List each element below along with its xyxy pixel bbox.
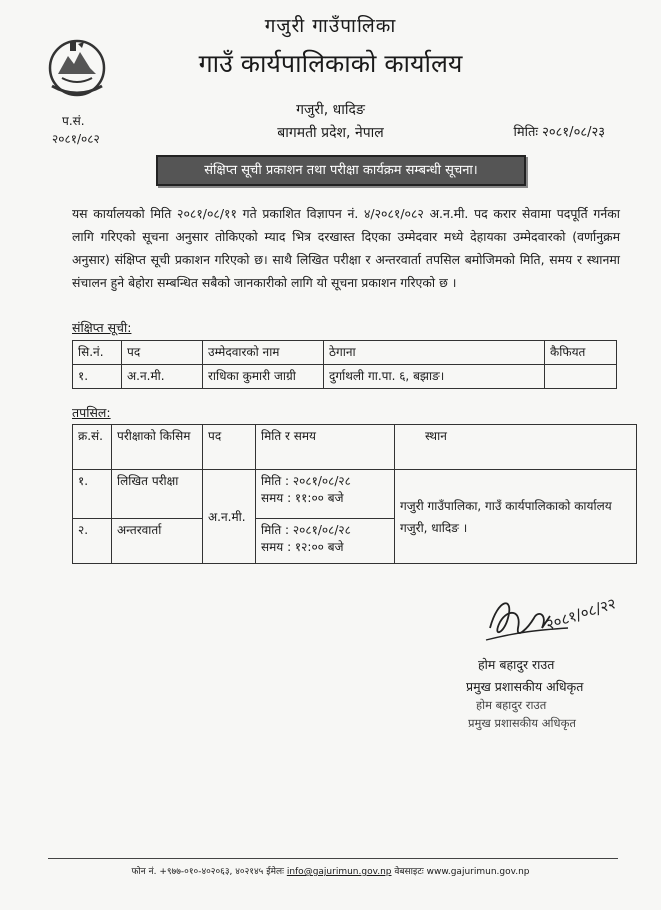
ps-number: २०८१/०८२ <box>52 132 100 146</box>
notice-body: यस कार्यालयको मिति २०८१/०८/११ गते प्रकाशित विज्ञापन नं. ४/२०८१/०८२ अ.न.मी. पद करार सेवामा पदपूर्ति गर्नका लागि गरिएको सूचना अनुसार तोकिएको म्याद भित्र दरखास्त दिएका उम्मेदवार मध्ये देहायका उम्मेदवारको (वर्णानुक्रम अनुसार) संक्षिप्त सूची प्रकाशन गरिएको छ। साथै लिखित परीक्षा र अन्तरवार्ता तपसिल बमोजिमको मिति, समय र स्थानमा संचालन हुने बेहोरा सम्बन्धित सबैको जानकारीको लागि यो सूचना प्रकाशन गरिएको छ । <box>72 206 620 290</box>
header-cell: पद <box>122 341 203 365</box>
footer <box>0 864 661 877</box>
schedule-label: तपसिल: <box>72 405 111 420</box>
table-cell <box>256 470 395 519</box>
footer-phone: फोन नं. +९७७-०१०-४०२०६३, ४०२१४५ <box>131 867 264 877</box>
header-cell: मिति र समय <box>256 425 395 470</box>
interview-date: मिति : २०८१/०८/२८ <box>261 523 351 537</box>
footer-divider <box>48 858 618 859</box>
office-name: गाउँ कार्यपालिकाको कार्यालय <box>198 49 463 78</box>
office-address: गजुरी, धादिङ <box>296 102 365 118</box>
table-row <box>73 470 637 519</box>
table-cell: राधिका कुमारी जाग्री <box>203 365 324 389</box>
municipality-name: गजुरी गाउँपालिका <box>264 15 397 37</box>
table-cell <box>545 365 617 389</box>
table-cell: गजुरी गाउँपालिका, गाउँ कार्यपालिकाको कार्यालय गजुरी, धादिङ । <box>395 470 637 564</box>
header-cell: ठेगाना <box>324 341 545 365</box>
table-cell: १. <box>73 470 112 519</box>
table-cell: अन्तरवार्ता <box>112 519 203 564</box>
signature-date: २०८१/०८/२२ <box>543 594 619 634</box>
header-cell: पद <box>203 425 256 470</box>
shortlist-table <box>72 340 617 389</box>
footer-website-link[interactable]: www.gajurimun.gov.np <box>426 867 530 877</box>
header-cell: उम्मेदवारको नाम <box>203 341 324 365</box>
header-cell: सि.नं. <box>73 341 122 365</box>
notice-subject: संक्षिप्त सूची प्रकाशन तथा परीक्षा कार्यक्रम सम्बन्धी सूचना। <box>156 155 526 186</box>
table-cell <box>256 519 395 564</box>
ps-label: प.सं. <box>62 114 85 128</box>
table-cell: १. <box>73 365 122 389</box>
stamp-title: प्रमुख प्रशासकीय अधिकृत <box>468 716 576 730</box>
footer-web-label: वेबसाइटः <box>394 867 424 877</box>
footer-email-link[interactable]: info@gajurimun.gov.np <box>286 867 392 877</box>
exam-time: समय : ११:०० बजे <box>261 491 344 505</box>
table-cell: २. <box>73 519 112 564</box>
header-cell: क्र.सं. <box>73 425 112 470</box>
table-row <box>73 365 617 389</box>
table-cell: अ.न.मी. <box>203 470 256 564</box>
letter-date: मितिः २०८१/०८/२३ <box>513 125 605 140</box>
province-country: बागमती प्रदेश, नेपाल <box>277 125 384 141</box>
header-cell: परीक्षाको किसिम <box>112 425 203 470</box>
shortlist-label: संक्षिप्त सूची: <box>72 320 132 335</box>
signatory-name: होम बहादुर राउत <box>478 657 555 672</box>
table-cell: लिखित परीक्षा <box>112 470 203 519</box>
stamp-name: होम बहादुर राउत <box>476 698 547 712</box>
handwritten-signature <box>478 588 638 658</box>
interview-time: समय : १२:०० बजे <box>261 540 344 554</box>
table-header-row <box>73 341 617 365</box>
exam-date: मिति : २०८१/०८/२८ <box>261 474 351 488</box>
schedule-table <box>72 424 637 564</box>
table-header-row <box>73 425 637 470</box>
signatory-title: प्रमुख प्रशासकीय अधिकृत <box>466 679 584 694</box>
table-cell: अ.न.मी. <box>122 365 203 389</box>
header-cell: कैफियत <box>545 341 617 365</box>
header-cell: स्थान <box>395 425 637 470</box>
table-cell: दुर्गाथली गा.पा. ६, बझाङ। <box>324 365 545 389</box>
footer-email-label: ईमेलः <box>266 867 284 877</box>
